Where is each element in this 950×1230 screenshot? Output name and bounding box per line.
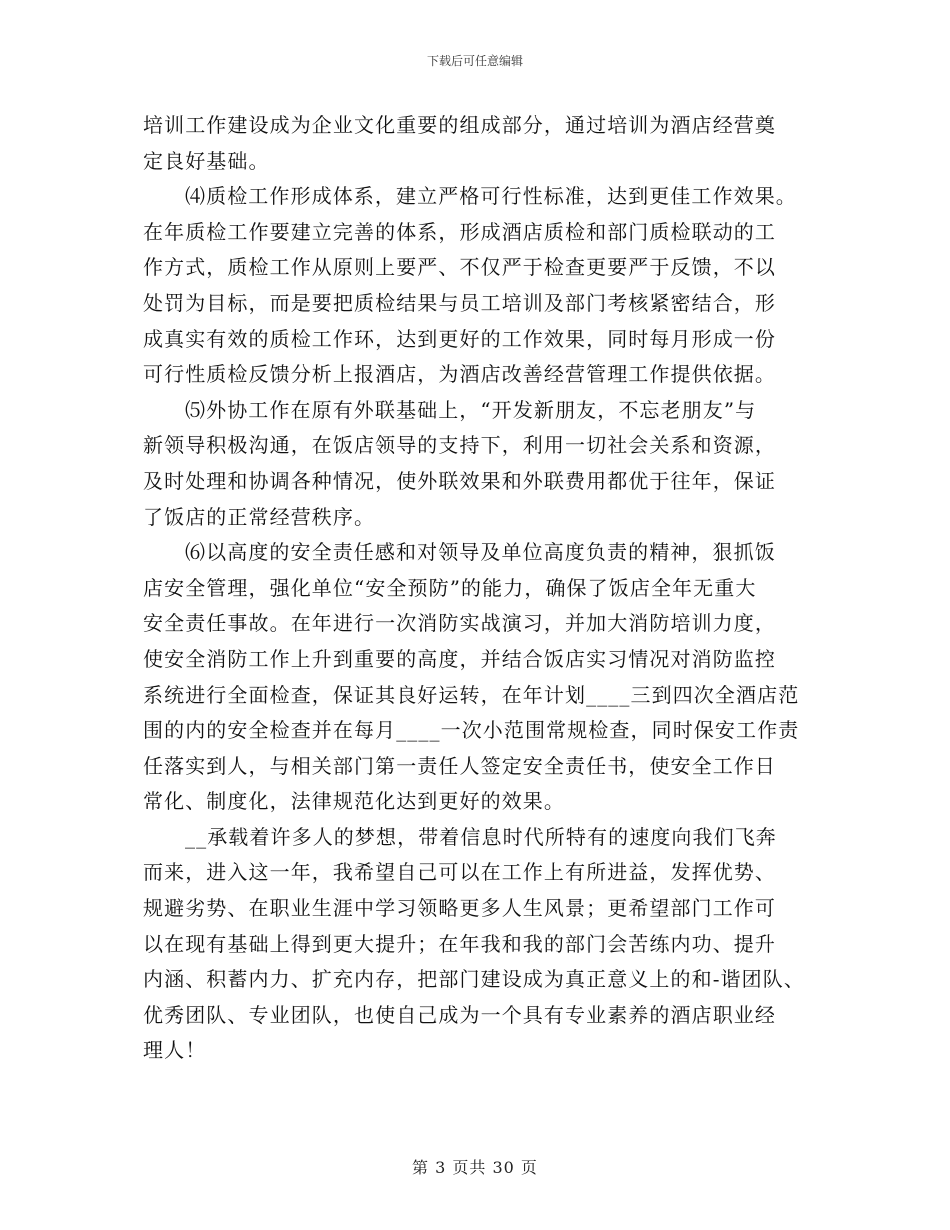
page-footer: 第 3 页共 30 页	[412, 1158, 538, 1177]
text-line: 定良好基础。	[143, 148, 270, 173]
text-line: 处罚为目标，而是要把质检结果与员工培训及部门考核紧密结合，形	[143, 290, 776, 315]
text-line: 店安全管理，强化单位“安全预防”的能力，确保了饭店全年无重大	[143, 575, 757, 600]
text-line: ⑸外协工作在原有外联基础上，“开发新朋友，不忘老朋友”与	[185, 397, 757, 422]
text-line: 优秀团队、专业团队，也使自己成为一个具有专业素养的酒店职业经	[143, 1002, 776, 1027]
text-line: 了饭店的正常经营秩序。	[143, 504, 376, 529]
text-line: 可行性质检反馈分析上报酒店，为酒店改善经营管理工作提供依据。	[143, 362, 776, 387]
text-line: 系统进行全面检查，保证其良好运转，在年计划____三到四次全酒店范	[143, 682, 800, 707]
text-line: 作方式，质检工作从原则上要严、不仅严于检查更要严于反馈，不以	[143, 255, 776, 280]
text-line: 而来，进入这一年，我希望自己可以在工作上有所进益，发挥优势、	[143, 860, 776, 885]
text-line: 任落实到人，与相关部门第一责任人签定安全责任书，使安全工作日	[143, 753, 776, 778]
text-line: 安全责任事故。在年进行一次消防实战演习，并加大消防培训力度，	[143, 611, 776, 636]
document-body	[143, 108, 833, 1069]
text-line: 规避劣势、在职业生涯中学习领略更多人生风景；更希望部门工作可	[143, 896, 776, 921]
page-header: 下载后可任意编辑	[426, 54, 523, 68]
text-line: 成真实有效的质检工作环，达到更好的工作效果，同时每月形成一份	[143, 326, 776, 351]
text-line: 围的内的安全检查并在每月____一次小范围常规检查，同时保安工作责	[143, 718, 800, 743]
text-line: 使安全消防工作上升到重要的高度，并结合饭店实习情况对消防监控	[143, 646, 776, 671]
text-line: 以在现有基础上得到更大提升；在年我和我的部门会苦练内功、提升	[143, 931, 776, 956]
text-line: 及时处理和协调各种情况，使外联效果和外联费用都优于往年，保证	[143, 468, 776, 493]
text-line: 常化、制度化，法律规范化达到更好的效果。	[143, 789, 565, 814]
text-line: ⑷质检工作形成体系，建立严格可行性标准，达到更佳工作效果。	[185, 184, 797, 209]
text-line: 新领导积极沟通，在饭店领导的支持下，利用一切社会关系和资源，	[143, 433, 776, 458]
text-line: 在年质检工作要建立完善的体系，形成酒店质检和部门质检联动的工	[143, 219, 776, 244]
text-line: 理人！	[143, 1038, 207, 1063]
text-line: 内涵、积蓄内力、扩充内存，把部门建设成为真正意义上的和-谐团队、	[143, 967, 805, 992]
text-line: 培训工作建设成为企业文化重要的组成部分，通过培训为酒店经营奠	[143, 113, 776, 137]
text-line: __承载着许多人的梦想，带着信息时代所特有的速度向我们飞奔	[185, 824, 777, 849]
text-line: ⑹以高度的安全责任感和对领导及单位高度负责的精神，狠抓饭	[185, 540, 776, 565]
